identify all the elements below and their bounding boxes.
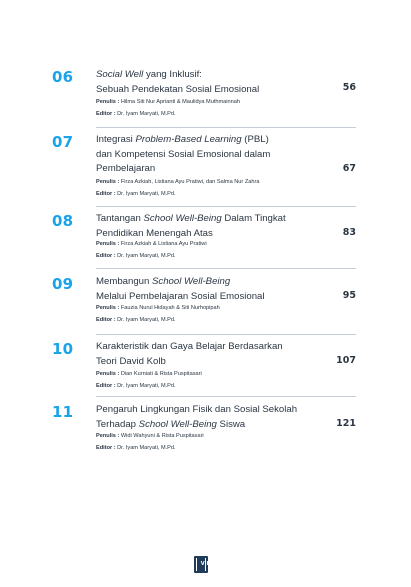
chapter-number: 09 bbox=[52, 275, 74, 293]
chapter-number: 08 bbox=[52, 212, 74, 230]
divider bbox=[96, 396, 356, 397]
chapter-number: 11 bbox=[52, 403, 74, 421]
chapter-number: 10 bbox=[52, 340, 74, 358]
page-number: 83 bbox=[342, 227, 356, 238]
chapter-number: 06 bbox=[52, 68, 74, 86]
chapter-title: Social Well yang Inklusif: Sebuah Pendekatan Sosial Emosional bbox=[96, 69, 260, 95]
chapter-title: Pengaruh Lingkungan Fisik dan Sosial Sekolah Terhadap School Well-Being Siswa bbox=[96, 404, 298, 430]
page-number: 56 bbox=[342, 82, 356, 93]
page-number: 67 bbox=[342, 163, 356, 174]
divider bbox=[96, 334, 356, 335]
author-line: Penulis : Firza Azkiah & Listiana Ayu Pratiwi bbox=[96, 241, 207, 247]
page-number: 95 bbox=[342, 290, 356, 301]
editor-line: Editor : Dr. Iyam Maryati, M.Pd. bbox=[96, 191, 176, 197]
author-line: Penulis : Fauzia Nurul Hidayah & Siti Nurhopipah bbox=[96, 305, 220, 311]
chapter-title: Membangun School Well-Being Melalui Pembelajaran Sosial Emosional bbox=[96, 276, 265, 302]
author-line: Penulis : Hilma Siti Nur Aprianti & Maulidya Muthmainnah bbox=[96, 99, 240, 105]
divider bbox=[96, 127, 356, 128]
author-line: Penulis : Widi Wahyuni & Rista Puspitasari bbox=[96, 433, 204, 439]
editor-line: Editor : Dr. Iyam Maryati, M.Pd. bbox=[96, 445, 176, 451]
chapter-title: Tantangan School Well-Being Dalam Tingkat Pendidikan Menengah Atas bbox=[96, 213, 286, 239]
divider bbox=[96, 268, 356, 269]
editor-line: Editor : Dr. Iyam Maryati, M.Pd. bbox=[96, 253, 176, 259]
editor-line: Editor : Dr. Iyam Maryati, M.Pd. bbox=[96, 383, 176, 389]
chapter-title: Karakteristik dan Gaya Belajar Berdasarkan Teori David Kolb bbox=[96, 341, 283, 367]
chapter-title: Integrasi Problem-Based Learning (PBL) dan Kompetensi Sosial Emosional dalam Pembelajaran bbox=[96, 134, 271, 175]
divider bbox=[96, 206, 356, 207]
editor-line: Editor : Dr. Iyam Maryati, M.Pd. bbox=[96, 317, 176, 323]
author-line: Penulis : Firza Azkiah, Listiana Ayu Pratiwi, dan Salma Nur Zahra bbox=[96, 179, 260, 185]
page-number: 107 bbox=[336, 355, 356, 366]
editor-line: Editor : Dr. Iyam Maryati, M.Pd. bbox=[96, 111, 176, 117]
author-line: Penulis : Dian Kurniati & Rista Puspitasari bbox=[96, 371, 202, 377]
footer-page-number: VIII bbox=[200, 561, 211, 567]
page-number: 121 bbox=[336, 418, 356, 429]
chapter-number: 07 bbox=[52, 133, 74, 151]
